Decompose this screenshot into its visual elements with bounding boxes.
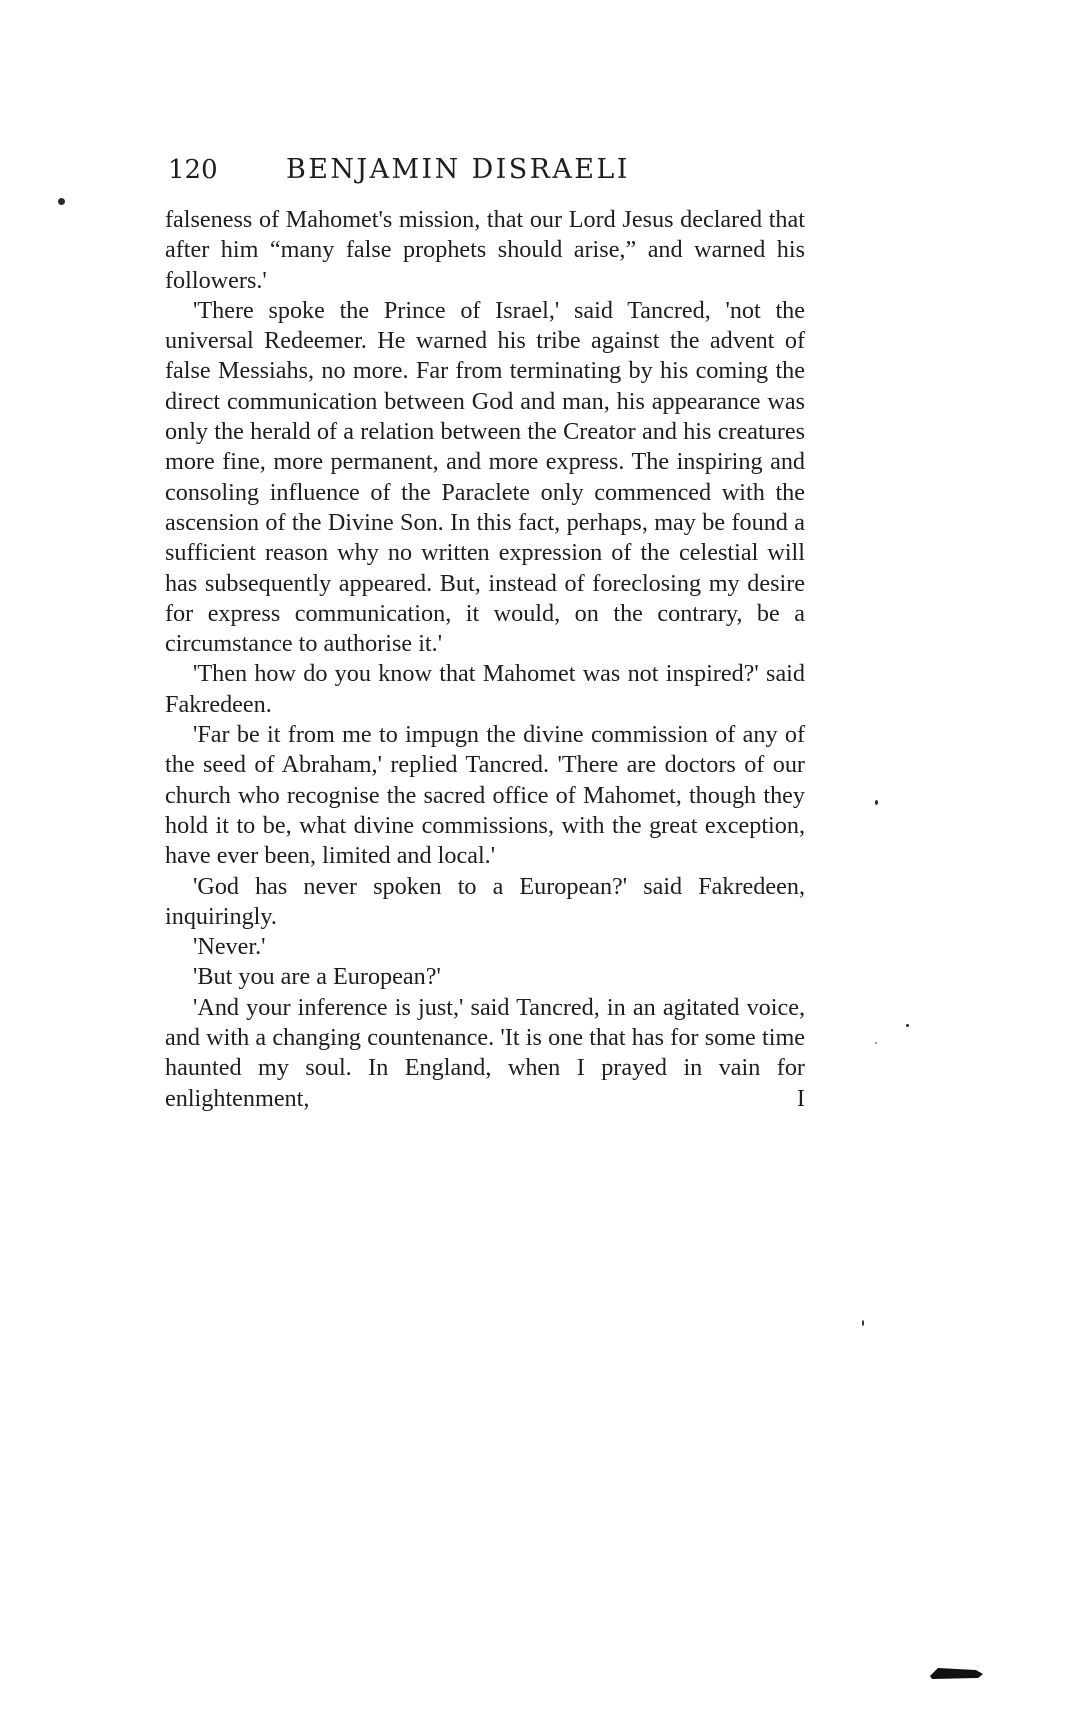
paragraph: 'Never.': [193, 933, 266, 961]
scan-speck: [906, 1024, 909, 1027]
running-head: [168, 150, 808, 190]
paragraph: falseness of Mahomet's mission, that our Lord Jesus declared that after him “many false prophets should arise,” and warned his followers.': [165, 206, 805, 294]
paragraph: 'God has never spoken to a European?' said Fakredeen, inquiringly.: [165, 872, 805, 930]
scan-speck: [58, 198, 65, 205]
page-number: 120: [168, 155, 218, 185]
scan-speck: [875, 1042, 877, 1044]
scan-speck: [862, 1320, 864, 1326]
page-title: BENJAMIN DISRAELI: [286, 154, 630, 185]
paragraph: 'There spoke the Prince of Israel,' said Tancred, 'not the universal Redeemer. He warned his tribe against the advent of false Messiahs, no more. Far from terminating by his coming the direct communication between God and man, his appearance was only the herald of a relation between the Creator and his creatures more fine, more permanent, and more express. The inspiring and consoling influence of the Paraclete only commenced with the ascension of the Divine Son. In this fact, perhaps, may be found a sufficient reason why no written expression of the celestial will has subsequently appeared. But, instead of foreclosing my desire for express communication, it would, on the contrary, be a circumstance to authorise it.': [165, 296, 805, 658]
paragraph: 'But you are a European?': [193, 963, 441, 991]
body-text: [165, 205, 805, 1114]
bookplate-mark: [928, 1662, 984, 1680]
paragraph: 'And your inference is just,' said Tancred, in an agitated voice, and with a changing countenance. 'It is one that has for some time haunted my soul. In England, when I prayed in vain for enlightenment, I: [165, 993, 805, 1112]
paragraph: 'Far be it from me to impugn the divine commission of any of the seed of Abraham,' replied Tancred. 'There are doctors of our church who recognise the sacred office of Mahomet, though they hold it to be, what divine commissions, with the great exception, have ever been, limited and local.': [165, 721, 805, 870]
scan-speck: [875, 800, 878, 805]
paragraph: 'Then how do you know that Mahomet was not inspired?' said Fakredeen.: [165, 660, 805, 718]
